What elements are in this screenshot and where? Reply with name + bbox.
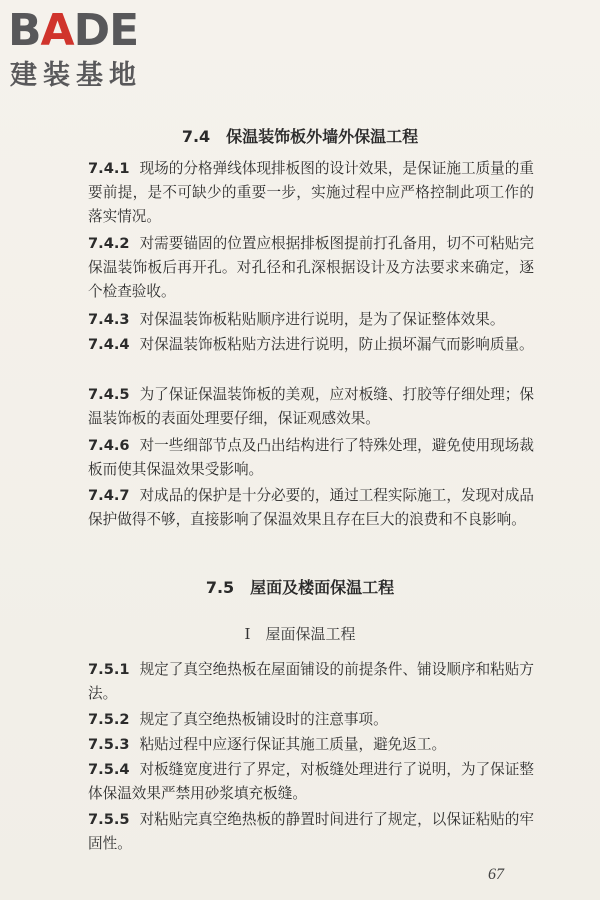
clause-7-5-5	[88, 808, 534, 856]
clause-text: 对成品的保护是十分必要的，通过工程实际施工，发现对成品保护做得不够，直接影响了保温效果且存在巨大的浪费和不良影响。	[88, 487, 534, 528]
logo-letter-a: A	[40, 5, 74, 56]
clause-number: 7.4.3	[88, 311, 130, 328]
clause-number: 7.5.1	[88, 661, 130, 678]
section-7-4-title: 7.4 保温装饰板外墙外保温工程	[181, 127, 419, 146]
clause-7-4-4	[88, 333, 534, 357]
clause-text: 对保温装饰板粘贴方法进行说明，防止损坏漏气而影响质量。	[139, 336, 534, 353]
bade-logo	[8, 6, 178, 96]
clause-number: 7.5.3	[88, 736, 130, 753]
clause-7-4-1	[88, 157, 534, 229]
clause-7-4-3	[88, 308, 534, 332]
clause-number: 7.5.5	[88, 811, 130, 828]
clause-text: 规定了真空绝热板在屋面铺设的前提条件、铺设顺序和粘贴方法。	[88, 661, 534, 702]
clause-text: 粘贴过程中应逐行保证其施工质量，避免返工。	[139, 736, 447, 753]
clause-7-5-1	[88, 658, 534, 706]
page-number: 67	[488, 866, 504, 883]
logo-subtitle: 建装基地	[10, 60, 142, 91]
clause-number: 7.5.2	[88, 711, 130, 728]
clause-number: 7.4.6	[88, 437, 130, 454]
clause-7-5-2	[88, 708, 534, 732]
clause-7-4-2	[88, 232, 534, 304]
clause-7-4-6	[88, 434, 534, 482]
clause-7-4-7	[88, 484, 534, 532]
clause-text: 对一些细部节点及凸出结构进行了特殊处理，避免使用现场裁板而使其保温效果受影响。	[88, 437, 534, 478]
section-7-5-title: 7.5 屋面及楼面保温工程	[205, 578, 395, 597]
clause-text: 现场的分格弹线体现排板图的设计效果，是保证施工质量的重要前提，是不可缺少的重要一步，实施过程中应严格控制此项工作的落实情况。	[88, 160, 534, 225]
clause-number: 7.5.4	[88, 761, 130, 778]
clause-number: 7.4.4	[88, 336, 130, 353]
clause-text: 规定了真空绝热板铺设时的注意事项。	[139, 711, 388, 728]
section-7-5-subtitle: Ⅰ 屋面保温工程	[244, 625, 356, 643]
clause-number: 7.4.7	[88, 487, 130, 504]
logo-wordmark	[8, 6, 138, 56]
logo-letter-b: B	[8, 5, 41, 56]
clause-text: 为了保证保温装饰板的美观，应对板缝、打胶等仔细处理；保温装饰板的表面处理要仔细，保证观感效果。	[88, 386, 534, 427]
clause-7-4-5	[88, 383, 534, 431]
logo-letters-de: DE	[73, 5, 139, 56]
clause-number: 7.4.2	[88, 235, 130, 252]
clause-text: 对粘贴完真空绝热板的静置时间进行了规定，以保证粘贴的牢固性。	[88, 811, 534, 852]
clause-number: 7.4.1	[88, 160, 130, 177]
clause-text: 对需要锚固的位置应根据排板图提前打孔备用，切不可粘贴完保温装饰板后再开孔。对孔径和孔深根据设计及方法要求来确定，逐个检查验收。	[88, 235, 534, 300]
clause-7-5-4	[88, 758, 534, 806]
clause-number: 7.4.5	[88, 386, 130, 403]
clause-text: 对板缝宽度进行了界定，对板缝处理进行了说明，为了保证整体保温效果严禁用砂浆填充板缝。	[88, 761, 534, 802]
clause-text: 对保温装饰板粘贴顺序进行说明，是为了保证整体效果。	[139, 311, 505, 328]
clause-7-5-3	[88, 733, 534, 757]
